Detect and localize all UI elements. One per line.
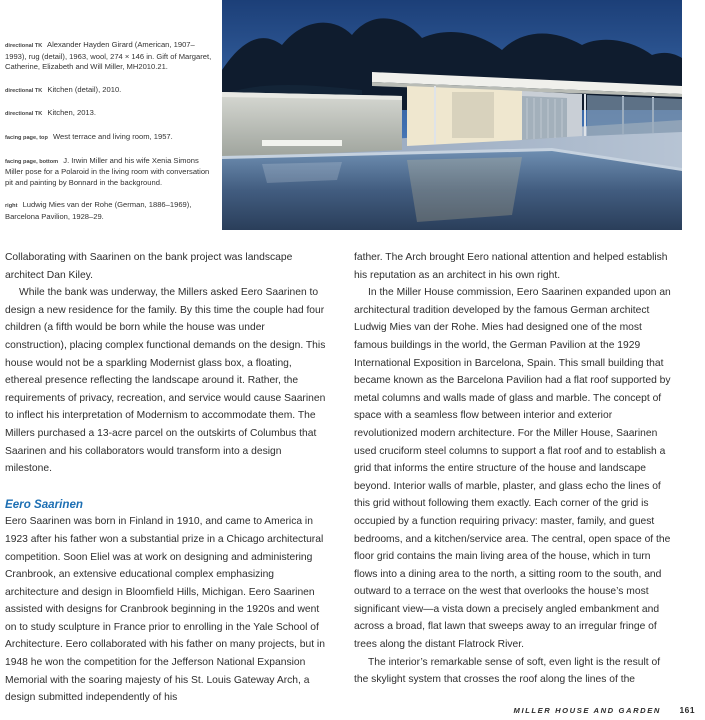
section-heading: Eero Saarinen: [5, 497, 83, 511]
barcelona-pavilion-photo: [222, 0, 682, 230]
body-column-right: [354, 249, 676, 689]
body-column-left: [5, 249, 327, 707]
caption-text: Kitchen (detail), 2010.: [47, 84, 122, 94]
caption-tag: facing page, bottom: [5, 158, 59, 165]
paragraph: Eero Saarinen was born in Finland in 1910, and came to America in 1923 after his father won a substantial prize in a Chicago architectural competition. Soon Eliel was at work on designing and administering Cranbrook, an extensive educational complex emphasizing architecture and design in Bloomfield Hills, Michigan. Eero Saarinen assisted with designs for Cranbrook beginning in the 1920s and went on to study sculpture in France prior to enrolling in the Yale School of Architecture. Eero collaborated with his father on many projects, but in 1948 he won the competition for the Jefferson National Expansion Memorial with the soaring majesty of his St. Louis Gateway Arch, a design submitted independently of his: [5, 516, 325, 704]
caption-text: J. Irwin Miller and his wife Xenia Simons Miller pose for a Polaroid in the living room with conversation pit and painting by Bonnard in the background.: [5, 155, 210, 187]
paragraph: Collaborating with Saarinen on the bank project was landscape architect Dan Kiley.: [5, 252, 293, 281]
photo-captions: [5, 40, 213, 235]
caption-text: Alexander Hayden Girard (American, 1907–1993), rug (detail), 1963, wool, 274 × 146 in. Gift of Margaret, Catherine, Elizabeth and Will Miller, MH2010.21.: [5, 40, 212, 72]
caption-millers-polaroid: [5, 156, 213, 189]
caption-rug: [5, 40, 213, 73]
caption-kitchen-detail: [5, 85, 213, 97]
caption-text: Ludwig Mies van der Rohe (German, 1886–1969), Barcelona Pavilion, 1928–29.: [5, 200, 192, 221]
caption-west-terrace: [5, 132, 213, 144]
caption-kitchen: [5, 108, 213, 120]
paragraph: The interior’s remarkable sense of soft, even light is the result of the skylight system that crosses the roof along the lines of the: [354, 656, 661, 686]
caption-text: West terrace and living room, 1957.: [53, 131, 173, 141]
caption-tag: directional TK: [5, 43, 43, 49]
caption-barcelona-pavilion: [5, 200, 213, 222]
paragraph: In the Miller House commission, Eero Saarinen expanded upon an architectural tradition developed by the famous German architect Ludwig Mies van der Rohe. Mies had designed one of the most famous buildings in the world, the German Pavilion at the 1929 International Exposition in Barcelona, Spain. This small building that became known as the Barcelona Pavilion had a flat roof supported by metal columns and walls made of glass and marble. The concept of space with a seamless flow between interior and exterior revolutionized modern architecture. For the Miller House, Saarinen used cruciform steel columns to support a flat roof and to establish a grid that informs the entire structure of the house and landscape beyond. Interior walls of marble, plaster, and glass echo the lines of this grid without following them exactly. Each corner of the grid is occupied by a function requiring privacy: master, family, and guest bedrooms, and a kitchen/service area. The central, open space of the floor grid contains the main living area of the house, which in turn flows into a dining area to the north, a sitting room to the south, and outward to a terrace on the west that overlooks the house’s most significant view—a vista down a precisely angled embankment and across a broad, flat lawn that sweeps away to an irregular fringe of trees along the distant Flatrock River.: [354, 287, 671, 651]
paragraph: father. The Arch brought Eero national attention and helped establish his reputation as an architect in his own right.: [354, 252, 668, 281]
page-number: 161: [679, 705, 695, 715]
page-footer: [0, 704, 705, 718]
caption-tag: directional TK: [5, 111, 43, 118]
caption-tag: directional TK: [5, 87, 43, 94]
running-head: MILLER HOUSE AND GARDEN: [513, 706, 661, 715]
caption-text: Kitchen, 2013.: [47, 108, 96, 118]
caption-tag: facing page, top: [5, 134, 48, 141]
caption-tag: right: [5, 203, 18, 210]
paragraph: While the bank was underway, the Millers asked Eero Saarinen to design a new residence for the family. By this time the couple had four children (a fifth would be born while the house was under construction), placing complex functional demands on the design. This house would not be a sparkling Modernist glass box, a floating, ethereal presence reflecting the landscape around it. Rather, the requirements of privacy, recreation, and service would cause Saarinen to inflect his interpretation of Modernism to accommodate them. The Millers purchased a 13-acre parcel on the outskirts of Columbus that Saarinen and his collaborators would transform into a design milestone.: [5, 287, 326, 475]
